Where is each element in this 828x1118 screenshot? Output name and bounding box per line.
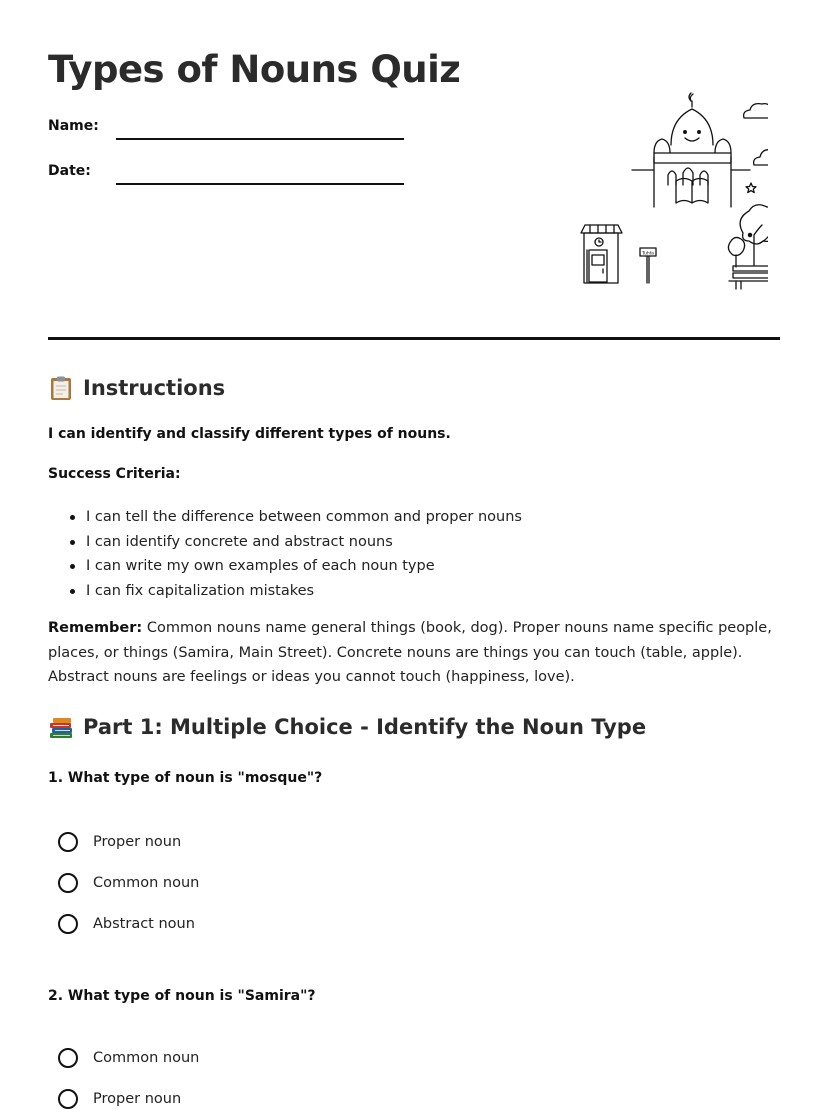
mosque-icon bbox=[632, 93, 750, 207]
bench-icon bbox=[729, 266, 768, 289]
radio-button[interactable] bbox=[58, 1089, 78, 1109]
town-illustration bbox=[528, 85, 768, 295]
remember-text: Common nouns name general things (book, dog). Proper nouns name specific people, places, or things (Samira, Main Street). Concrete nouns are things you can touch (table, apple). Abstract nouns are feelings or ideas you cannot touch (happiness, love). bbox=[48, 620, 772, 685]
sign-text: Tuhfa bbox=[641, 251, 655, 257]
books-icon bbox=[48, 714, 74, 740]
shop-icon bbox=[581, 225, 622, 283]
radio-button[interactable] bbox=[58, 873, 78, 893]
q1-option-3[interactable] bbox=[58, 914, 195, 934]
date-label: Date: bbox=[48, 163, 91, 179]
part1-heading bbox=[48, 714, 646, 740]
instructions-heading-text: Instructions bbox=[83, 376, 226, 400]
option-label: Proper noun bbox=[93, 834, 182, 850]
question-2: 2. What type of noun is "Samira"? bbox=[48, 988, 316, 1004]
page-title: Types of Nouns Quiz bbox=[48, 48, 461, 91]
radio-button[interactable] bbox=[58, 1048, 78, 1068]
list-item: I can write my own examples of each noun type bbox=[48, 554, 522, 579]
header-divider bbox=[48, 337, 780, 340]
q2-option-2[interactable] bbox=[58, 1089, 181, 1109]
list-item: I can tell the difference between common and proper nouns bbox=[48, 505, 522, 530]
learning-goal: I can identify and classify different types of nouns. bbox=[48, 426, 451, 442]
part1-heading-text: Part 1: Multiple Choice - Identify the Noun Type bbox=[83, 715, 647, 739]
radio-button[interactable] bbox=[58, 914, 78, 934]
success-criteria-label: Success Criteria: bbox=[48, 466, 181, 482]
question-1: 1. What type of noun is "mosque"? bbox=[48, 770, 323, 786]
signpost-icon bbox=[640, 248, 656, 283]
q1-option-1[interactable] bbox=[58, 832, 181, 852]
radio-button[interactable] bbox=[58, 832, 78, 852]
cloud-icon bbox=[744, 104, 768, 165]
option-label: Abstract noun bbox=[93, 916, 195, 932]
list-item: I can fix capitalization mistakes bbox=[48, 579, 522, 604]
option-label: Proper noun bbox=[93, 1091, 182, 1107]
q1-option-2[interactable] bbox=[58, 873, 199, 893]
tree-icon bbox=[728, 205, 768, 267]
option-label: Common noun bbox=[93, 875, 200, 891]
name-input-line[interactable] bbox=[116, 138, 404, 140]
clipboard-icon bbox=[48, 375, 74, 401]
date-input-line[interactable] bbox=[116, 183, 404, 185]
star-icon bbox=[746, 181, 768, 193]
remember-note bbox=[48, 616, 780, 690]
list-item: I can identify concrete and abstract nouns bbox=[48, 530, 522, 555]
success-criteria-list bbox=[48, 505, 522, 603]
remember-label: Remember: bbox=[48, 620, 143, 636]
instructions-heading bbox=[48, 375, 225, 401]
option-label: Common noun bbox=[93, 1050, 200, 1066]
q2-option-1[interactable] bbox=[58, 1048, 199, 1068]
name-label: Name: bbox=[48, 118, 99, 134]
